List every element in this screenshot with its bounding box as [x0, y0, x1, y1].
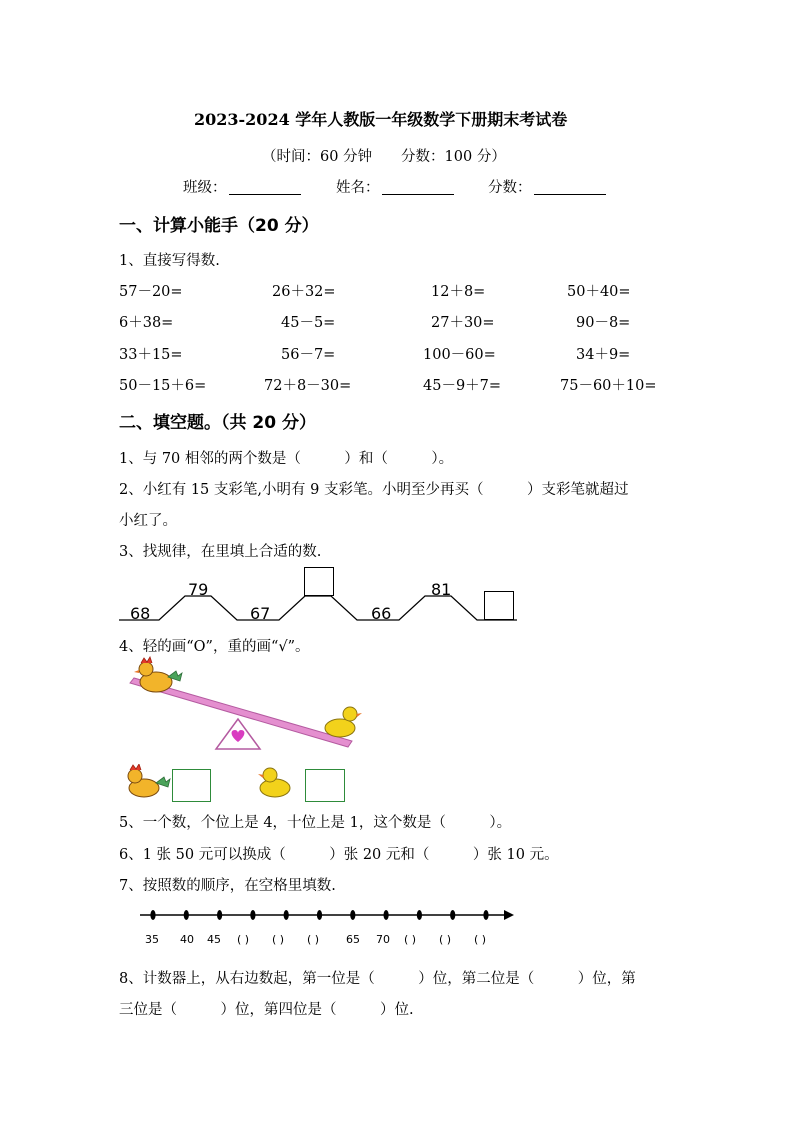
number-line-label: 70	[376, 933, 390, 946]
page-title: 2023-2024 学年人教版一年级数学下册期末考试卷	[194, 110, 568, 129]
number-line-blank[interactable]: ( )	[307, 933, 320, 946]
name-field[interactable]	[336, 176, 454, 197]
pattern-number: 79	[188, 580, 209, 599]
pattern-number: 68	[130, 604, 151, 623]
number-line-tick	[150, 910, 155, 920]
q8-text-line1: 8、计数器上，从右边数起，第一位是（ ）位，第二位是（ ）位，第	[119, 971, 636, 987]
class-field[interactable]	[183, 176, 301, 197]
number-line-label: 65	[346, 933, 360, 946]
calc-item: 33＋15=	[119, 347, 183, 363]
pattern-number: 81	[431, 580, 452, 599]
q6-text: 6、1 张 50 元可以换成（ ）张 20 元和（ ）张 10 元。	[119, 847, 559, 863]
seesaw-illustration	[118, 655, 368, 755]
q2-text-line2: 小红了。	[119, 513, 177, 529]
duck-answer-box[interactable]	[305, 769, 345, 802]
number-line-blank[interactable]: ( )	[237, 933, 250, 946]
calc-item: 56－7=	[281, 347, 336, 363]
duck-small-icon	[255, 764, 299, 802]
number-line-tick	[250, 910, 255, 920]
number-line-tick	[384, 910, 389, 920]
number-line-blank[interactable]: ( )	[404, 933, 417, 946]
pattern-number: 67	[250, 604, 271, 623]
section-1-heading: 一、计算小能手（20 分）	[119, 216, 319, 236]
number-line-tick	[350, 910, 355, 920]
number-line-tick	[184, 910, 189, 920]
number-line-blank[interactable]: ( )	[439, 933, 452, 946]
calc-item: 100－60=	[423, 347, 496, 363]
calc-item: 45－9＋7=	[423, 378, 502, 394]
class-label: 班级：	[183, 180, 227, 196]
answer-box-top[interactable]	[304, 567, 334, 596]
rooster-answer-box[interactable]	[172, 769, 211, 802]
calc-item: 72＋8－30=	[264, 378, 352, 394]
number-line-label: 45	[207, 933, 221, 946]
q1-prompt: 1、直接写得数.	[119, 253, 220, 269]
number-line-tick	[483, 910, 488, 920]
q7-text: 7、按照数的顺序，在空格里填数.	[119, 878, 336, 894]
calc-item: 27＋30=	[431, 315, 495, 331]
name-label: 姓名：	[336, 180, 380, 196]
q3-text: 3、找规律，在里填上合适的数.	[119, 544, 322, 560]
calc-item: 45－5=	[281, 315, 336, 331]
answer-box-end[interactable]	[484, 591, 514, 620]
number-line-blank[interactable]: ( )	[474, 933, 487, 946]
calc-item: 12＋8=	[431, 284, 486, 300]
number-line-label: 40	[180, 933, 194, 946]
pattern-number: 66	[371, 604, 392, 623]
q8-text-line2: 三位是（ ）位，第四位是（ ）位.	[119, 1002, 414, 1018]
calc-item: 57－20=	[119, 284, 183, 300]
q4-text: 4、轻的画“O”，重的画“√”。	[119, 639, 310, 655]
q5-text: 5、一个数，个位上是 4，十位上是 1，这个数是（ ）。	[119, 815, 512, 831]
number-line-tick	[317, 910, 322, 920]
section-2-heading: 二、填空题。（共 20 分）	[119, 413, 316, 433]
number-line-label: 35	[145, 933, 159, 946]
rooster-small-icon	[120, 764, 172, 802]
duck-icon	[325, 707, 362, 737]
q1-text: 1、与 70 相邻的两个数是（ ）和（ ）。	[119, 451, 454, 467]
calc-item: 6＋38=	[119, 315, 174, 331]
number-line-tick	[217, 910, 222, 920]
number-line-tick	[284, 910, 289, 920]
calc-item: 34＋9=	[576, 347, 631, 363]
calc-item: 75－60＋10=	[560, 378, 657, 394]
calc-item: 50－15＋6=	[119, 378, 207, 394]
calc-item: 26＋32=	[272, 284, 336, 300]
number-line-tick	[417, 910, 422, 920]
calc-item: 90－8=	[576, 315, 631, 331]
number-line-tick	[450, 910, 455, 920]
score-field[interactable]	[488, 176, 606, 197]
q2-text-line1: 2、小红有 15 支彩笔,小明有 9 支彩笔。小明至少再买（ ）支彩笔就超过	[119, 482, 629, 498]
number-line-blank[interactable]: ( )	[272, 933, 285, 946]
score-label: 分数：	[488, 180, 532, 196]
calc-item: 50＋40=	[567, 284, 631, 300]
exam-subtitle: （时间：60 分钟 分数：100 分）	[262, 149, 506, 165]
number-line	[138, 904, 518, 926]
